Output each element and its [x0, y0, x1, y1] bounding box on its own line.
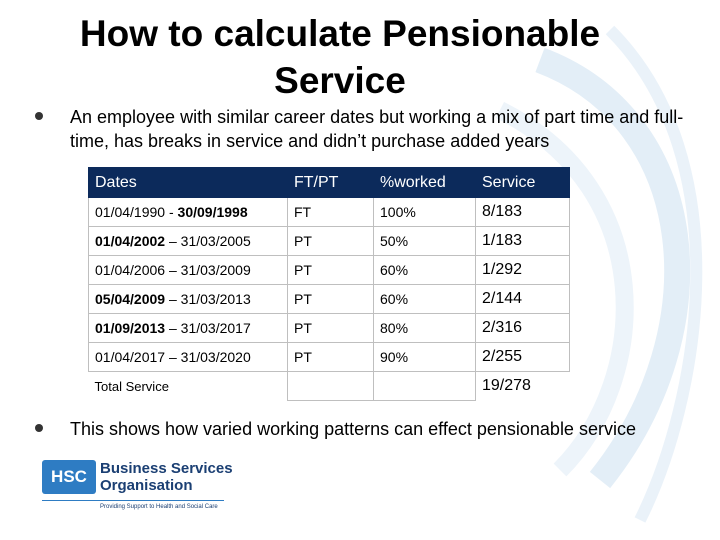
bullet-summary	[70, 417, 715, 441]
table-row	[89, 314, 570, 343]
page-title: How to calculate Pensionable Service	[79, 13, 601, 101]
bso-logo	[42, 460, 232, 520]
service-cell: 2/255	[476, 343, 570, 372]
date-end: 30/09/1998	[177, 204, 248, 220]
date-start: 01/04/2002	[95, 233, 166, 249]
date-start: 01/04/2017	[95, 349, 166, 365]
dates-cell	[89, 198, 288, 227]
date-end: 31/03/2009	[180, 262, 251, 278]
percent-cell: 60%	[374, 256, 476, 285]
date-start: 05/04/2009	[95, 291, 166, 307]
date-separator: –	[165, 320, 181, 336]
date-end: 31/03/2013	[180, 291, 251, 307]
org-line-1: Business Services	[100, 460, 233, 477]
percent-cell: 50%	[374, 227, 476, 256]
logo-rule	[42, 500, 224, 501]
total-row	[89, 372, 570, 401]
table-row	[89, 343, 570, 372]
total-label: Total Service	[94, 378, 169, 394]
table-row	[89, 227, 570, 256]
ftpt-cell: PT	[288, 256, 374, 285]
dates-cell	[89, 227, 288, 256]
bullet-dot	[35, 424, 43, 432]
date-end: 31/03/2020	[180, 349, 251, 365]
ftpt-cell: PT	[288, 227, 374, 256]
service-cell: 1/183	[476, 227, 570, 256]
header-percent-worked: %worked	[374, 168, 476, 198]
table-row	[89, 285, 570, 314]
date-start: 01/04/2006	[95, 262, 166, 278]
percent-cell: 100%	[374, 198, 476, 227]
hsc-badge: HSC	[42, 460, 96, 494]
date-separator: –	[165, 291, 181, 307]
percent-cell: 60%	[374, 285, 476, 314]
date-separator: –	[165, 233, 181, 249]
logo-org-name	[100, 460, 233, 494]
date-separator: –	[165, 262, 181, 278]
dates-cell	[89, 285, 288, 314]
table-row	[89, 256, 570, 285]
table-row	[89, 198, 570, 227]
total-value: 19/278	[482, 377, 531, 395]
header-service: Service	[476, 168, 570, 198]
dates-cell	[89, 256, 288, 285]
date-end: 31/03/2017	[180, 320, 251, 336]
service-cell: 1/292	[476, 256, 570, 285]
empty-cell	[288, 372, 374, 401]
empty-cell	[374, 372, 476, 401]
ftpt-cell: FT	[288, 198, 374, 227]
header-ftpt: FT/PT	[288, 168, 374, 198]
percent-cell: 90%	[374, 343, 476, 372]
header-dates: Dates	[89, 168, 288, 198]
service-cell: 2/144	[476, 285, 570, 314]
logo-tagline: Providing Support to Health and Social Care	[100, 504, 218, 510]
ftpt-cell: PT	[288, 314, 374, 343]
service-cell: 2/316	[476, 314, 570, 343]
dates-cell	[89, 314, 288, 343]
date-start: 01/09/2013	[95, 320, 166, 336]
date-separator: –	[165, 349, 181, 365]
ftpt-cell: PT	[288, 285, 374, 314]
percent-cell: 80%	[374, 314, 476, 343]
bullet-summary-text: This shows how varied working patterns can effect pensionable service	[70, 419, 636, 439]
bullet-dot	[35, 112, 43, 120]
date-separator: -	[165, 204, 178, 220]
ftpt-cell: PT	[288, 343, 374, 372]
bullet-intro-text: An employee with similar career dates but working a mix of part time and full-time, has breaks in service and didn’t purchase added years	[70, 107, 684, 151]
date-end: 31/03/2005	[180, 233, 251, 249]
service-cell: 8/183	[476, 198, 570, 227]
bullet-intro	[70, 105, 700, 153]
dates-cell	[89, 343, 288, 372]
service-table	[88, 167, 570, 401]
table-header-row	[89, 168, 570, 198]
date-start: 01/04/1990	[95, 204, 166, 220]
org-line-2: Organisation	[100, 477, 193, 494]
